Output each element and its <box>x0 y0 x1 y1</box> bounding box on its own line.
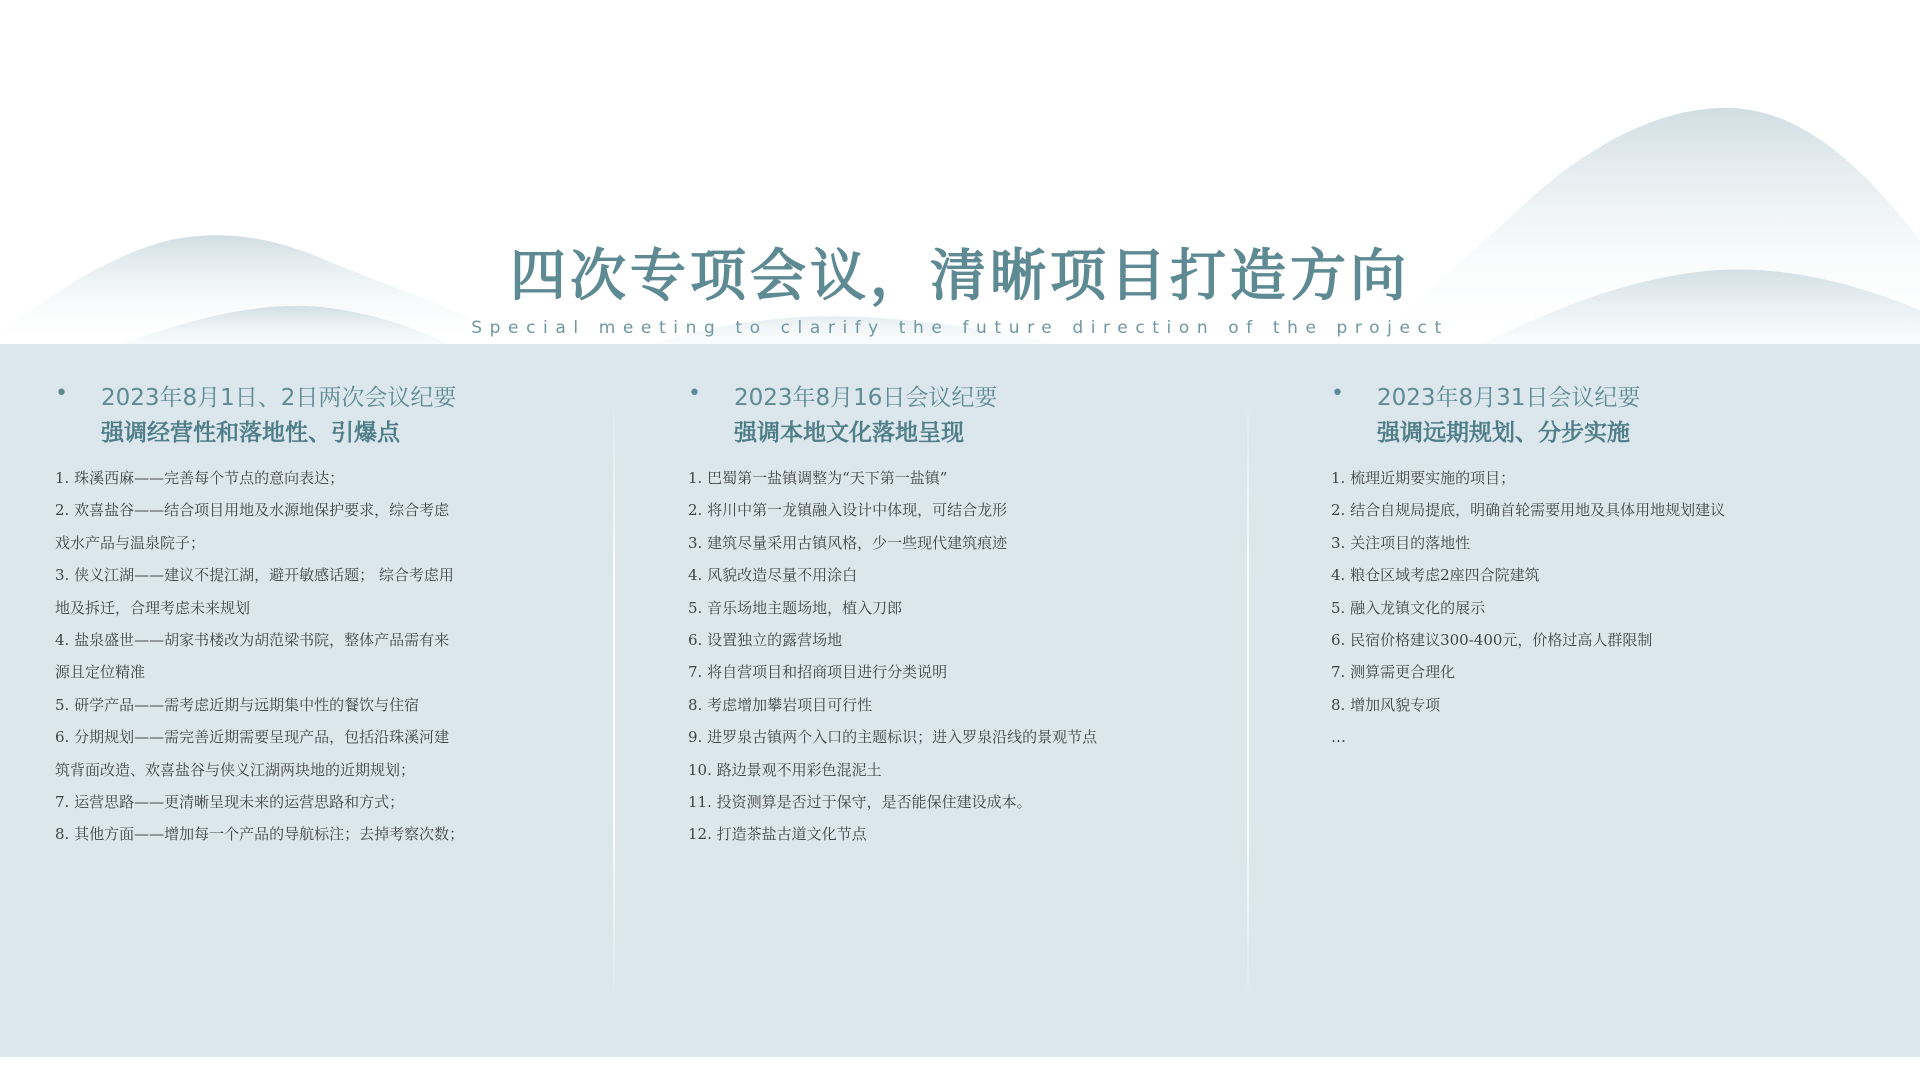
list-item: 6. 民宿价格建议300-400元，价格过高人群限制 <box>1331 631 1653 650</box>
list-item: 3. 建筑尽量采用古镇风格，少一些现代建筑痕迹 <box>688 533 1008 552</box>
meeting-header-3 <box>1331 380 1725 450</box>
list-item: 3. 关注项目的落地性 <box>1331 533 1471 552</box>
list-item: 4. 风貌改造尽量不用涂白 <box>688 566 858 585</box>
page-title: 四次专项会议，清晰项目打造方向 <box>510 243 1410 309</box>
meeting-theme-1: 强调经营性和落地性、引爆点 <box>101 419 400 446</box>
list-item: 12. 打造茶盐古道文化节点 <box>688 825 867 844</box>
list-item: 5. 融入龙镇文化的展示 <box>1331 598 1486 617</box>
list-item: 1. 珠溪西麻——完善每个节点的意向表达； <box>55 469 345 487</box>
meeting-items-3 <box>1331 462 1725 754</box>
page-subtitle: Special meeting to clarify the future direction of the project <box>471 318 1449 338</box>
bullet-icon: • <box>1331 381 1344 406</box>
list-item: 2. 将川中第一龙镇融入设计中体现，可结合龙形 <box>688 501 1008 520</box>
list-item: 1. 梳理近期要实施的项目； <box>1331 469 1516 487</box>
list-item: 7. 测算需更合理化 <box>1331 663 1456 682</box>
meeting-date-3: 2023年8月31日会议纪要 <box>1377 385 1641 411</box>
list-item: 戏水产品与温泉院子； <box>55 533 206 552</box>
meeting-theme-3: 强调远期规划、分步实施 <box>1377 419 1630 446</box>
list-item: 8. 增加风貌专项 <box>1331 695 1441 714</box>
list-item: 地及拆迁，合理考虑未来规划 <box>55 598 251 617</box>
meeting-date-1: 2023年8月1日、2日两次会议纪要 <box>101 385 457 411</box>
list-item: 2. 欢喜盐谷——结合项目用地及水源地保护要求，综合考虑 <box>55 501 450 520</box>
list-item: 4. 粮仓区域考虑2座四合院建筑 <box>1331 566 1540 585</box>
list-item: 8. 考虑增加攀岩项目可行性 <box>688 695 873 714</box>
list-item: 11. 投资测算是否过于保守，是否能保住建设成本。 <box>688 793 1032 812</box>
meeting-date-2: 2023年8月16日会议纪要 <box>734 385 998 411</box>
bullet-icon: • <box>688 381 701 406</box>
meeting-header-1 <box>55 380 464 450</box>
meeting-header-2 <box>688 380 1097 450</box>
list-item: … <box>1331 728 1346 747</box>
list-item: 9. 进罗泉古镇两个入口的主题标识；进入罗泉沿线的景观节点 <box>688 728 1098 747</box>
list-item: 1. 巴蜀第一盐镇调整为“天下第一盐镇” <box>688 469 948 487</box>
meeting-items-1 <box>55 462 464 851</box>
list-item: 8. 其他方面——增加每一个产品的导航标注；去掉考察次数； <box>55 825 465 844</box>
column-divider-1 <box>613 400 615 1000</box>
list-item: 10. 路边景观不用彩色混泥土 <box>688 760 882 779</box>
list-item: 4. 盐泉盛世——胡家书楼改为胡范梁书院，整体产品需有来 <box>55 631 450 650</box>
meeting-theme-2: 强调本地文化落地呈现 <box>734 419 964 446</box>
list-item: 5. 研学产品——需考虑近期与远期集中性的餐饮与住宿 <box>55 695 420 714</box>
list-item: 2. 结合自规局提底，明确首轮需要用地及具体用地规划建议 <box>1331 501 1726 520</box>
list-item: 3. 侠义江湖——建议不提江湖，避开敏感话题； 综合考虑用 <box>55 566 454 585</box>
list-item: 5. 音乐场地主题场地，植入刀郎 <box>688 598 903 617</box>
list-item: 7. 运营思路——更清晰呈现未来的运营思路和方式； <box>55 793 405 812</box>
bullet-icon: • <box>55 381 68 406</box>
meeting-items-2 <box>688 462 1097 851</box>
list-item: 6. 设置独立的露营场地 <box>688 631 843 650</box>
column-divider-2 <box>1247 400 1249 1000</box>
meeting-column-2 <box>688 380 1097 851</box>
list-item: 6. 分期规划——需完善近期需要呈现产品，包括沿珠溪河建 <box>55 728 450 747</box>
list-item: 筑背面改造、欢喜盐谷与侠义江湖两块地的近期规划； <box>55 760 416 779</box>
list-item: 7. 将自营项目和招商项目进行分类说明 <box>688 663 948 682</box>
meeting-column-1 <box>55 380 464 851</box>
list-item: 源且定位精准 <box>55 663 146 682</box>
meeting-column-3 <box>1331 380 1725 754</box>
